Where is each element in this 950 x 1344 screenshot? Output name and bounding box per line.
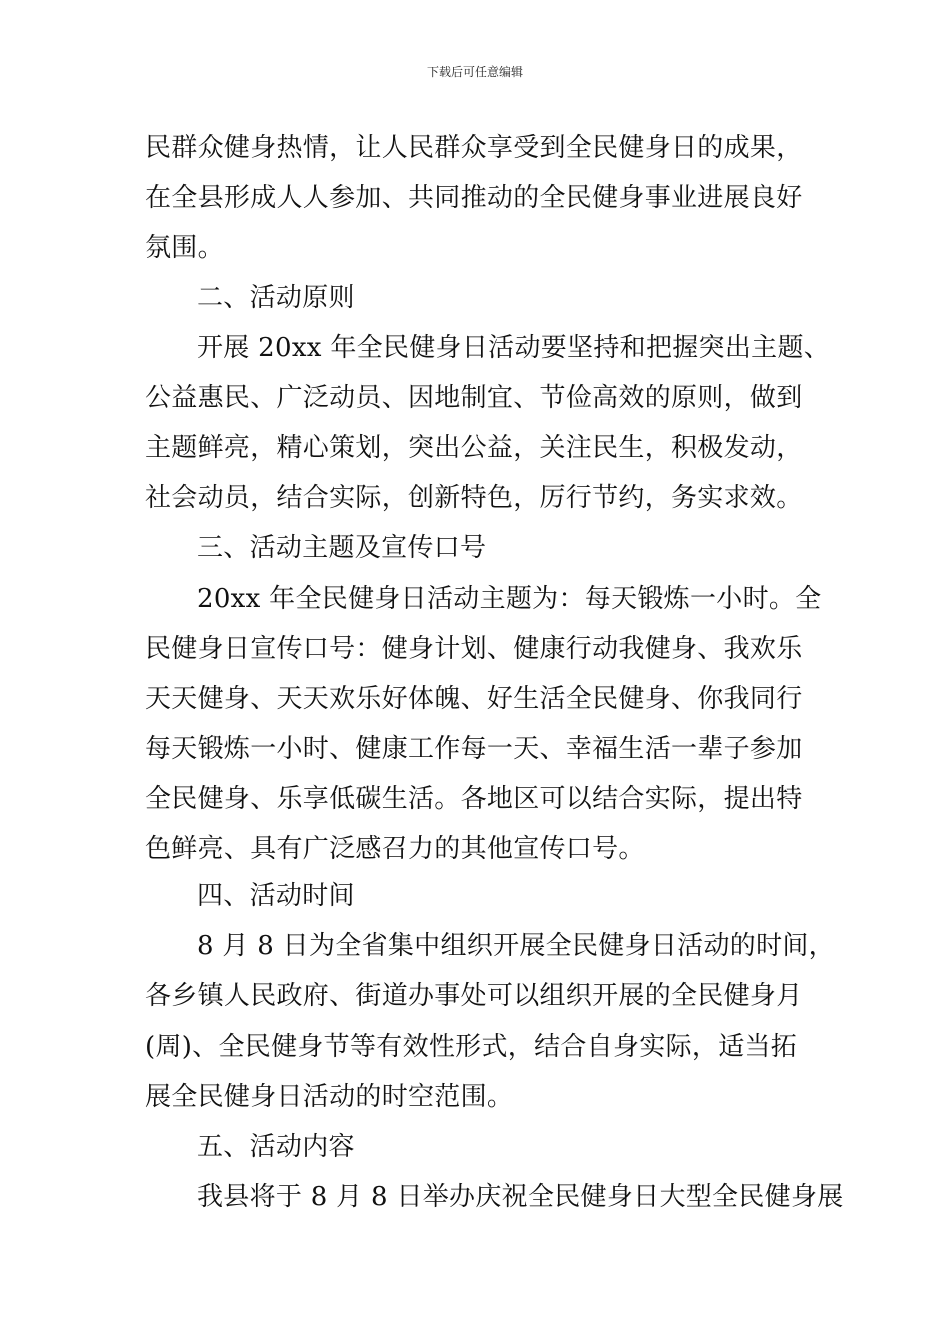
section-heading: 二、活动原则 (197, 283, 355, 313)
body-line: (周)、全民健身节等有效性形式，结合自身实际，适当拓 (145, 1032, 798, 1062)
body-line: 8 月 8 日为全省集中组织开展全民健身日活动的时间， (197, 931, 835, 961)
body-line: 20xx 年全民健身日活动主题为：每天锻炼一小时。全 (197, 584, 822, 614)
body-line: 开展 20xx 年全民健身日活动要坚持和把握突出主题、 (197, 333, 831, 363)
body-line: 我县将于 8 月 8 日举办庆祝全民健身日大型全民健身展 (197, 1182, 844, 1212)
section-heading: 五、活动内容 (197, 1132, 355, 1162)
section-heading: 四、活动时间 (197, 881, 355, 911)
body-line: 民群众健身热情，让人民群众享受到全民健身日的成果， (145, 133, 803, 163)
body-line: 色鲜亮、具有广泛感召力的其他宣传口号。 (145, 834, 645, 864)
body-line: 各乡镇人民政府、街道办事处可以组织开展的全民健身月 (145, 981, 803, 1011)
body-line: 每天锻炼一小时、健康工作每一天、幸福生活一辈子参加 (145, 734, 803, 764)
body-line: 氛围。 (145, 233, 224, 263)
section-heading: 三、活动主题及宣传口号 (197, 533, 487, 563)
body-line: 公益惠民、广泛动员、因地制宜、节俭高效的原则，做到 (145, 383, 803, 413)
body-line: 天天健身、天天欢乐好体魄、好生活全民健身、你我同行 (145, 684, 803, 714)
body-line: 社会动员，结合实际，创新特色，厉行节约，务实求效。 (145, 483, 803, 513)
body-line: 主题鲜亮，精心策划，突出公益，关注民生，积极发动， (145, 433, 803, 463)
body-line: 在全县形成人人参加、共同推动的全民健身事业进展良好 (145, 183, 803, 213)
body-line: 全民健身、乐享低碳生活。各地区可以结合实际，提出特 (145, 784, 803, 814)
body-line: 展全民健身日活动的时空范围。 (145, 1082, 514, 1112)
page-header: 下载后可任意编辑 (426, 65, 523, 79)
body-line: 民健身日宣传口号：健身计划、健康行动我健身、我欢乐 (145, 634, 803, 664)
